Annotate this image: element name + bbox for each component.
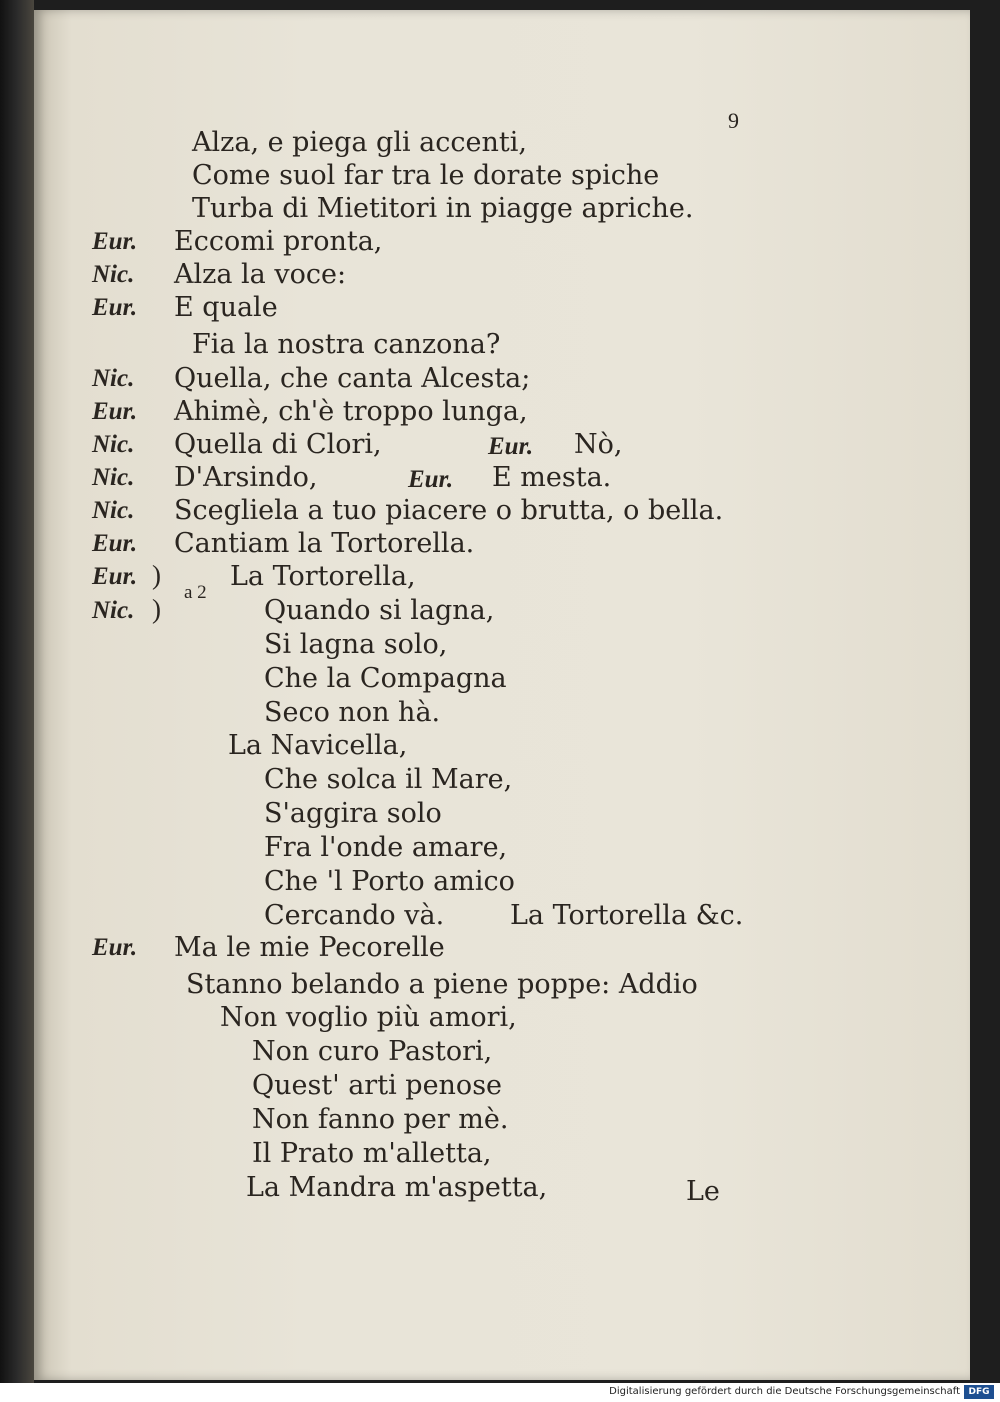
- verse-line: Che la Compagna: [264, 663, 507, 694]
- verse-line: Alza la voce:: [174, 259, 347, 290]
- verse-line: Ma le mie Pecorelle: [174, 932, 445, 963]
- verse-line: Fia la nostra canzona?: [192, 329, 501, 360]
- speaker-label: Nic.: [92, 261, 135, 288]
- speaker-label: Nic.: [92, 365, 135, 392]
- verse-line: Quella, che canta Alcesta;: [174, 363, 531, 394]
- verse-line: S'aggira solo: [264, 798, 442, 829]
- speaker-label: Nic.: [92, 431, 135, 458]
- verse-line: La Tortorella,: [230, 561, 416, 592]
- verse-line: Si lagna solo,: [264, 629, 448, 660]
- book-spine: [0, 0, 34, 1383]
- verse-line: Turba di Mietitori in piagge apriche.: [192, 193, 694, 224]
- bracket: ): [152, 560, 161, 590]
- verse-line: Non curo Pastori,: [252, 1036, 493, 1067]
- speaker-label: Eur.: [92, 530, 138, 557]
- verse-line: Che solca il Mare,: [264, 764, 513, 795]
- verse-line: Cercando và.: [264, 900, 445, 931]
- speaker-label: Eur.: [92, 934, 138, 961]
- speaker-label: Eur.: [92, 563, 138, 590]
- verse-line: Quando si lagna,: [264, 595, 495, 626]
- verse-line-inline: E mesta.: [492, 462, 612, 493]
- inline-speaker-label: Eur.: [408, 466, 454, 493]
- inline-speaker-label: Eur.: [488, 433, 534, 460]
- speaker-label: Nic.: [92, 597, 135, 624]
- duet-marker: a 2: [184, 582, 207, 603]
- verse-line: Cantiam la Tortorella.: [174, 528, 475, 559]
- verse-line: Quest' arti penose: [252, 1070, 503, 1101]
- speaker-label: Eur.: [92, 398, 138, 425]
- catchword: Le: [686, 1176, 720, 1207]
- speaker-label: Eur.: [92, 228, 138, 255]
- speaker-label: Nic.: [92, 497, 135, 524]
- verse-line: Stanno belando a piene poppe: Addio: [186, 969, 698, 1000]
- dfg-logo: DFG: [964, 1385, 994, 1399]
- verse-line: Non voglio più amori,: [220, 1002, 517, 1033]
- verse-line: La Mandra m'aspetta,: [246, 1172, 548, 1203]
- verse-line: Quella di Clori,: [174, 429, 382, 460]
- verse-line: Seco non hà.: [264, 697, 441, 728]
- verse-line: Fra l'onde amare,: [264, 832, 508, 863]
- page-number: 9: [728, 108, 739, 133]
- refrain-line: La Tortorella &c.: [510, 900, 744, 931]
- funding-credit: Digitalisierung gefördert durch die Deutsche Forschungsgemeinschaft: [609, 1386, 960, 1397]
- verse-line: Alza, e piega gli accenti,: [192, 127, 527, 158]
- verse-line: La Navicella,: [228, 730, 408, 761]
- bracket: ): [152, 594, 161, 624]
- speaker-label: Nic.: [92, 464, 135, 491]
- verse-line: D'Arsindo,: [174, 462, 318, 493]
- speaker-label: Eur.: [92, 294, 138, 321]
- verse-line: Scegliela a tuo piacere o brutta, o bella.: [174, 495, 724, 526]
- verse-line: Il Prato m'alletta,: [252, 1138, 492, 1169]
- verse-line: Che 'l Porto amico: [264, 866, 515, 897]
- verse-line: Come suol far tra le dorate spiche: [192, 160, 660, 191]
- footer-bar: [0, 1383, 1000, 1402]
- verse-line: Non fanno per mè.: [252, 1104, 509, 1135]
- verse-line: E quale: [174, 292, 278, 323]
- verse-line: Eccomi pronta,: [174, 226, 383, 257]
- verse-line: Ahimè, ch'è troppo lunga,: [174, 396, 528, 427]
- verse-line-inline: Nò,: [574, 429, 623, 460]
